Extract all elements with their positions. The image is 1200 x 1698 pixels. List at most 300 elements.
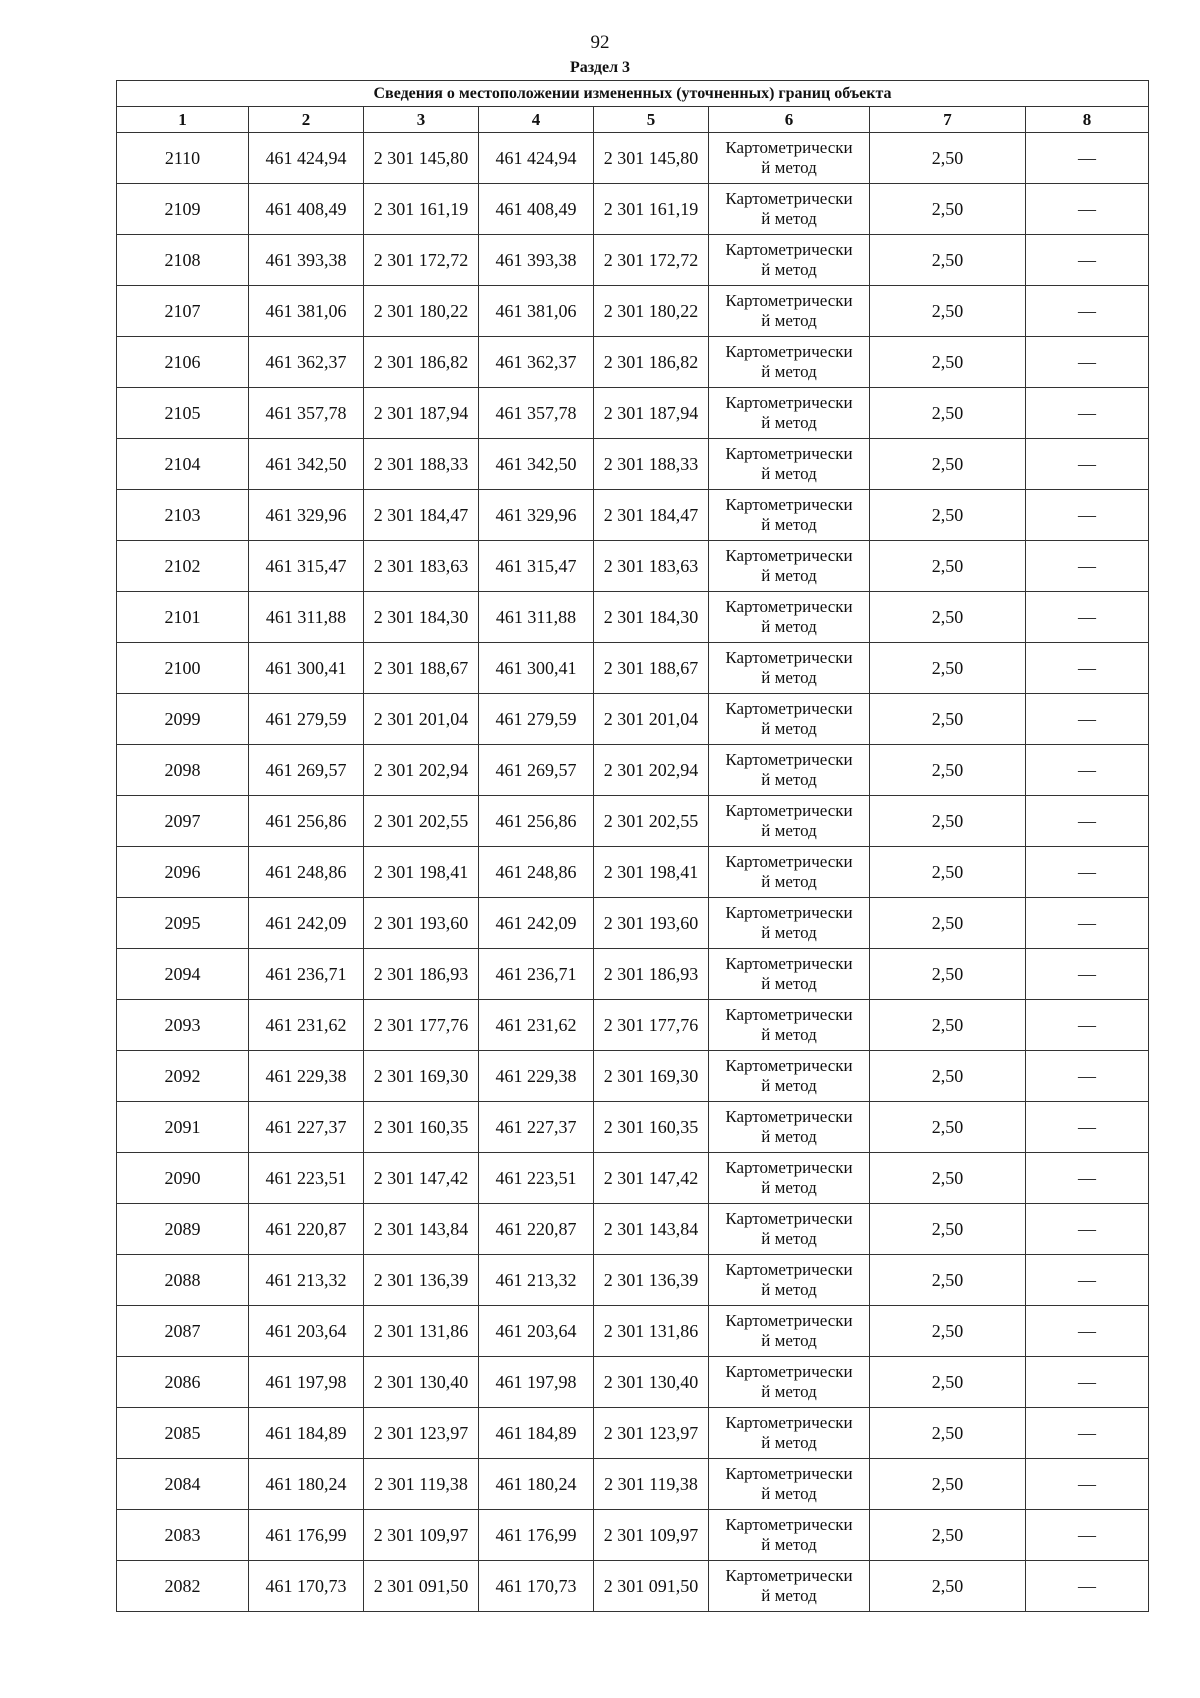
- method-line-1: Картометрически: [725, 1005, 853, 1024]
- method-line-2: й метод: [761, 1178, 817, 1197]
- new-x-cell: 461 180,24: [479, 1459, 594, 1510]
- new-y-cell: 2 301 180,22: [594, 286, 709, 337]
- existing-x-cell: 461 329,96: [249, 490, 364, 541]
- existing-y-cell: 2 301 169,30: [364, 1051, 479, 1102]
- existing-x-cell: 461 256,86: [249, 796, 364, 847]
- new-x-cell: 461 231,62: [479, 1000, 594, 1051]
- accuracy-cell: 2,50: [870, 847, 1026, 898]
- method-cell: [709, 1459, 870, 1510]
- accuracy-cell: 2,50: [870, 1408, 1026, 1459]
- new-y-cell: 2 301 109,97: [594, 1510, 709, 1561]
- method-line-2: й метод: [761, 872, 817, 891]
- existing-y-cell: 2 301 183,63: [364, 541, 479, 592]
- note-cell: —: [1026, 490, 1149, 541]
- new-y-cell: 2 301 177,76: [594, 1000, 709, 1051]
- method-cell: [709, 541, 870, 592]
- method-cell: [709, 388, 870, 439]
- existing-x-cell: 461 408,49: [249, 184, 364, 235]
- column-number: 7: [870, 107, 1026, 133]
- point-number-cell: 2092: [117, 1051, 249, 1102]
- method-line-1: Картометрически: [725, 1209, 853, 1228]
- new-y-cell: 2 301 188,33: [594, 439, 709, 490]
- table-row: [117, 1000, 1149, 1051]
- new-y-cell: 2 301 131,86: [594, 1306, 709, 1357]
- point-number-cell: 2108: [117, 235, 249, 286]
- accuracy-cell: 2,50: [870, 949, 1026, 1000]
- existing-y-cell: 2 301 188,67: [364, 643, 479, 694]
- method-line-2: й метод: [761, 515, 817, 534]
- accuracy-cell: 2,50: [870, 337, 1026, 388]
- accuracy-cell: 2,50: [870, 1306, 1026, 1357]
- existing-y-cell: 2 301 188,33: [364, 439, 479, 490]
- method-cell: [709, 1255, 870, 1306]
- new-x-cell: 461 362,37: [479, 337, 594, 388]
- accuracy-cell: 2,50: [870, 1102, 1026, 1153]
- method-cell: [709, 337, 870, 388]
- note-cell: —: [1026, 286, 1149, 337]
- method-line-1: Картометрически: [725, 444, 853, 463]
- method-line-2: й метод: [761, 668, 817, 687]
- accuracy-cell: 2,50: [870, 796, 1026, 847]
- existing-x-cell: 461 357,78: [249, 388, 364, 439]
- existing-x-cell: 461 424,94: [249, 133, 364, 184]
- column-number: 4: [479, 107, 594, 133]
- existing-y-cell: 2 301 172,72: [364, 235, 479, 286]
- existing-x-cell: 461 180,24: [249, 1459, 364, 1510]
- point-number-cell: 2109: [117, 184, 249, 235]
- existing-x-cell: 461 393,38: [249, 235, 364, 286]
- table-row: [117, 1408, 1149, 1459]
- point-number-cell: 2110: [117, 133, 249, 184]
- point-number-cell: 2088: [117, 1255, 249, 1306]
- method-line-1: Картометрически: [725, 1158, 853, 1177]
- new-x-cell: 461 248,86: [479, 847, 594, 898]
- table-row: [117, 235, 1149, 286]
- method-cell: [709, 1357, 870, 1408]
- method-line-2: й метод: [761, 1229, 817, 1248]
- new-x-cell: 461 342,50: [479, 439, 594, 490]
- new-x-cell: 461 393,38: [479, 235, 594, 286]
- method-line-2: й метод: [761, 770, 817, 789]
- existing-y-cell: 2 301 193,60: [364, 898, 479, 949]
- new-x-cell: 461 223,51: [479, 1153, 594, 1204]
- method-line-1: Картометрически: [725, 903, 853, 922]
- existing-x-cell: 461 229,38: [249, 1051, 364, 1102]
- table-row: [117, 847, 1149, 898]
- new-y-cell: 2 301 130,40: [594, 1357, 709, 1408]
- table-row: [117, 592, 1149, 643]
- point-number-cell: 2104: [117, 439, 249, 490]
- table-row: [117, 694, 1149, 745]
- point-number-cell: 2082: [117, 1561, 249, 1612]
- new-y-cell: 2 301 123,97: [594, 1408, 709, 1459]
- new-x-cell: 461 279,59: [479, 694, 594, 745]
- new-y-cell: 2 301 202,55: [594, 796, 709, 847]
- existing-x-cell: 461 176,99: [249, 1510, 364, 1561]
- existing-x-cell: 461 227,37: [249, 1102, 364, 1153]
- table-row: [117, 1204, 1149, 1255]
- method-cell: [709, 1510, 870, 1561]
- new-y-cell: 2 301 188,67: [594, 643, 709, 694]
- new-x-cell: 461 315,47: [479, 541, 594, 592]
- method-line-2: й метод: [761, 719, 817, 738]
- accuracy-cell: 2,50: [870, 286, 1026, 337]
- point-number-cell: 2107: [117, 286, 249, 337]
- point-number-cell: 2090: [117, 1153, 249, 1204]
- table-body: [117, 133, 1149, 1612]
- method-cell: [709, 1204, 870, 1255]
- existing-y-cell: 2 301 131,86: [364, 1306, 479, 1357]
- existing-x-cell: 461 184,89: [249, 1408, 364, 1459]
- new-y-cell: 2 301 119,38: [594, 1459, 709, 1510]
- table-row: [117, 337, 1149, 388]
- method-line-2: й метод: [761, 1331, 817, 1350]
- page-number: 92: [590, 32, 610, 53]
- table-row: [117, 1510, 1149, 1561]
- note-cell: —: [1026, 694, 1149, 745]
- method-line-2: й метод: [761, 311, 817, 330]
- existing-x-cell: 461 203,64: [249, 1306, 364, 1357]
- new-x-cell: 461 203,64: [479, 1306, 594, 1357]
- accuracy-cell: 2,50: [870, 694, 1026, 745]
- accuracy-cell: 2,50: [870, 541, 1026, 592]
- table-row: [117, 1153, 1149, 1204]
- method-line-1: Картометрически: [725, 189, 853, 208]
- existing-y-cell: 2 301 143,84: [364, 1204, 479, 1255]
- existing-y-cell: 2 301 202,55: [364, 796, 479, 847]
- table-row: [117, 1255, 1149, 1306]
- method-cell: [709, 286, 870, 337]
- existing-y-cell: 2 301 202,94: [364, 745, 479, 796]
- accuracy-cell: 2,50: [870, 439, 1026, 490]
- point-number-cell: 2102: [117, 541, 249, 592]
- new-x-cell: 461 357,78: [479, 388, 594, 439]
- note-cell: —: [1026, 847, 1149, 898]
- accuracy-cell: 2,50: [870, 490, 1026, 541]
- existing-x-cell: 461 213,32: [249, 1255, 364, 1306]
- new-y-cell: 2 301 198,41: [594, 847, 709, 898]
- new-y-cell: 2 301 091,50: [594, 1561, 709, 1612]
- note-cell: —: [1026, 1255, 1149, 1306]
- method-line-2: й метод: [761, 821, 817, 840]
- new-y-cell: 2 301 193,60: [594, 898, 709, 949]
- new-y-cell: 2 301 186,82: [594, 337, 709, 388]
- new-y-cell: 2 301 201,04: [594, 694, 709, 745]
- method-line-1: Картометрически: [725, 1362, 853, 1381]
- method-line-1: Картометрически: [725, 1260, 853, 1279]
- method-cell: [709, 1000, 870, 1051]
- method-line-2: й метод: [761, 362, 817, 381]
- accuracy-cell: 2,50: [870, 184, 1026, 235]
- new-x-cell: 461 197,98: [479, 1357, 594, 1408]
- column-number: 6: [709, 107, 870, 133]
- existing-x-cell: 461 342,50: [249, 439, 364, 490]
- new-x-cell: 461 408,49: [479, 184, 594, 235]
- note-cell: —: [1026, 1102, 1149, 1153]
- method-line-2: й метод: [761, 1076, 817, 1095]
- existing-x-cell: 461 300,41: [249, 643, 364, 694]
- new-y-cell: 2 301 136,39: [594, 1255, 709, 1306]
- method-line-1: Картометрически: [725, 801, 853, 820]
- new-y-cell: 2 301 187,94: [594, 388, 709, 439]
- method-cell: [709, 694, 870, 745]
- method-line-1: Картометрически: [725, 648, 853, 667]
- method-line-1: Картометрически: [725, 393, 853, 412]
- new-x-cell: 461 269,57: [479, 745, 594, 796]
- existing-x-cell: 461 242,09: [249, 898, 364, 949]
- method-line-2: й метод: [761, 1535, 817, 1554]
- accuracy-cell: 2,50: [870, 898, 1026, 949]
- method-cell: [709, 184, 870, 235]
- existing-x-cell: 461 231,62: [249, 1000, 364, 1051]
- existing-y-cell: 2 301 184,30: [364, 592, 479, 643]
- existing-y-cell: 2 301 198,41: [364, 847, 479, 898]
- existing-y-cell: 2 301 186,93: [364, 949, 479, 1000]
- method-cell: [709, 592, 870, 643]
- existing-y-cell: 2 301 136,39: [364, 1255, 479, 1306]
- point-number-cell: 2105: [117, 388, 249, 439]
- table-row: [117, 1357, 1149, 1408]
- method-line-1: Картометрически: [725, 699, 853, 718]
- note-cell: —: [1026, 439, 1149, 490]
- existing-x-cell: 461 220,87: [249, 1204, 364, 1255]
- method-cell: [709, 490, 870, 541]
- method-line-1: Картометрически: [725, 342, 853, 361]
- method-cell: [709, 1102, 870, 1153]
- point-number-cell: 2095: [117, 898, 249, 949]
- note-cell: —: [1026, 1561, 1149, 1612]
- new-x-cell: 461 329,96: [479, 490, 594, 541]
- method-line-2: й метод: [761, 617, 817, 636]
- new-x-cell: 461 300,41: [479, 643, 594, 694]
- method-cell: [709, 1153, 870, 1204]
- column-number: 8: [1026, 107, 1149, 133]
- accuracy-cell: 2,50: [870, 1000, 1026, 1051]
- table-row: [117, 388, 1149, 439]
- accuracy-cell: 2,50: [870, 1510, 1026, 1561]
- table-row: [117, 1102, 1149, 1153]
- point-number-cell: 2094: [117, 949, 249, 1000]
- point-number-cell: 2083: [117, 1510, 249, 1561]
- new-x-cell: 461 227,37: [479, 1102, 594, 1153]
- accuracy-cell: 2,50: [870, 745, 1026, 796]
- new-y-cell: 2 301 186,93: [594, 949, 709, 1000]
- new-y-cell: 2 301 172,72: [594, 235, 709, 286]
- point-number-cell: 2093: [117, 1000, 249, 1051]
- existing-y-cell: 2 301 091,50: [364, 1561, 479, 1612]
- point-number-cell: 2101: [117, 592, 249, 643]
- existing-y-cell: 2 301 184,47: [364, 490, 479, 541]
- point-number-cell: 2097: [117, 796, 249, 847]
- existing-y-cell: 2 301 180,22: [364, 286, 479, 337]
- new-y-cell: 2 301 147,42: [594, 1153, 709, 1204]
- section-title: Раздел 3: [569, 59, 631, 76]
- new-x-cell: 461 176,99: [479, 1510, 594, 1561]
- note-cell: —: [1026, 643, 1149, 694]
- point-number-cell: 2096: [117, 847, 249, 898]
- note-cell: —: [1026, 1510, 1149, 1561]
- method-line-1: Картометрически: [725, 1515, 853, 1534]
- existing-y-cell: 2 301 119,38: [364, 1459, 479, 1510]
- method-cell: [709, 1561, 870, 1612]
- note-cell: —: [1026, 541, 1149, 592]
- accuracy-cell: 2,50: [870, 1459, 1026, 1510]
- new-y-cell: 2 301 184,30: [594, 592, 709, 643]
- note-cell: —: [1026, 235, 1149, 286]
- method-line-2: й метод: [761, 566, 817, 585]
- method-line-1: Картометрически: [725, 138, 853, 157]
- method-line-2: й метод: [761, 1382, 817, 1401]
- method-line-1: Картометрически: [725, 1413, 853, 1432]
- point-number-cell: 2089: [117, 1204, 249, 1255]
- new-x-cell: 461 229,38: [479, 1051, 594, 1102]
- method-line-1: Картометрически: [725, 597, 853, 616]
- method-line-2: й метод: [761, 158, 817, 177]
- note-cell: —: [1026, 1051, 1149, 1102]
- existing-x-cell: 461 269,57: [249, 745, 364, 796]
- note-cell: —: [1026, 1153, 1149, 1204]
- point-number-cell: 2084: [117, 1459, 249, 1510]
- method-line-1: Картометрически: [725, 240, 853, 259]
- new-y-cell: 2 301 145,80: [594, 133, 709, 184]
- point-number-cell: 2100: [117, 643, 249, 694]
- method-line-1: Картометрически: [725, 1566, 853, 1585]
- column-number: 2: [249, 107, 364, 133]
- accuracy-cell: 2,50: [870, 1153, 1026, 1204]
- new-y-cell: 2 301 184,47: [594, 490, 709, 541]
- note-cell: —: [1026, 1357, 1149, 1408]
- new-x-cell: 461 236,71: [479, 949, 594, 1000]
- method-line-2: й метод: [761, 1280, 817, 1299]
- method-cell: [709, 133, 870, 184]
- method-line-2: й метод: [761, 1586, 817, 1605]
- table-row: [117, 1051, 1149, 1102]
- column-number: 5: [594, 107, 709, 133]
- accuracy-cell: 2,50: [870, 1561, 1026, 1612]
- method-cell: [709, 898, 870, 949]
- table-row: [117, 184, 1149, 235]
- method-line-2: й метод: [761, 1025, 817, 1044]
- method-line-2: й метод: [761, 1127, 817, 1146]
- existing-x-cell: 461 197,98: [249, 1357, 364, 1408]
- new-y-cell: 2 301 183,63: [594, 541, 709, 592]
- method-cell: [709, 1051, 870, 1102]
- method-cell: [709, 1408, 870, 1459]
- method-cell: [709, 796, 870, 847]
- existing-y-cell: 2 301 177,76: [364, 1000, 479, 1051]
- method-line-2: й метод: [761, 260, 817, 279]
- method-cell: [709, 439, 870, 490]
- point-number-cell: 2091: [117, 1102, 249, 1153]
- method-line-1: Картометрически: [725, 1056, 853, 1075]
- accuracy-cell: 2,50: [870, 1357, 1026, 1408]
- existing-x-cell: 461 223,51: [249, 1153, 364, 1204]
- existing-y-cell: 2 301 186,82: [364, 337, 479, 388]
- method-line-1: Картометрически: [725, 546, 853, 565]
- existing-x-cell: 461 236,71: [249, 949, 364, 1000]
- note-cell: —: [1026, 1459, 1149, 1510]
- note-cell: —: [1026, 1204, 1149, 1255]
- new-y-cell: 2 301 143,84: [594, 1204, 709, 1255]
- table-row: [117, 898, 1149, 949]
- accuracy-cell: 2,50: [870, 592, 1026, 643]
- existing-x-cell: 461 170,73: [249, 1561, 364, 1612]
- new-x-cell: 461 242,09: [479, 898, 594, 949]
- point-number-cell: 2098: [117, 745, 249, 796]
- existing-y-cell: 2 301 187,94: [364, 388, 479, 439]
- note-cell: —: [1026, 388, 1149, 439]
- existing-x-cell: 461 362,37: [249, 337, 364, 388]
- new-x-cell: 461 311,88: [479, 592, 594, 643]
- method-line-2: й метод: [761, 1433, 817, 1452]
- method-line-1: Картометрически: [725, 1464, 853, 1483]
- note-cell: —: [1026, 184, 1149, 235]
- method-line-2: й метод: [761, 923, 817, 942]
- point-number-cell: 2103: [117, 490, 249, 541]
- existing-y-cell: 2 301 109,97: [364, 1510, 479, 1561]
- note-cell: —: [1026, 1408, 1149, 1459]
- existing-y-cell: 2 301 160,35: [364, 1102, 479, 1153]
- existing-x-cell: 461 315,47: [249, 541, 364, 592]
- column-number: 1: [117, 107, 249, 133]
- existing-y-cell: 2 301 147,42: [364, 1153, 479, 1204]
- method-line-2: й метод: [761, 209, 817, 228]
- point-number-cell: 2087: [117, 1306, 249, 1357]
- new-y-cell: 2 301 160,35: [594, 1102, 709, 1153]
- note-cell: —: [1026, 337, 1149, 388]
- table-row: [117, 133, 1149, 184]
- column-number: 3: [364, 107, 479, 133]
- method-cell: [709, 847, 870, 898]
- existing-x-cell: 461 311,88: [249, 592, 364, 643]
- new-y-cell: 2 301 161,19: [594, 184, 709, 235]
- accuracy-cell: 2,50: [870, 133, 1026, 184]
- point-number-cell: 2085: [117, 1408, 249, 1459]
- note-cell: —: [1026, 745, 1149, 796]
- column-number-row: [117, 107, 1149, 133]
- new-x-cell: 461 381,06: [479, 286, 594, 337]
- method-line-2: й метод: [761, 464, 817, 483]
- method-line-1: Картометрически: [725, 291, 853, 310]
- new-y-cell: 2 301 169,30: [594, 1051, 709, 1102]
- note-cell: —: [1026, 1000, 1149, 1051]
- existing-y-cell: 2 301 201,04: [364, 694, 479, 745]
- method-line-2: й метод: [761, 413, 817, 432]
- table-row: [117, 541, 1149, 592]
- existing-x-cell: 461 279,59: [249, 694, 364, 745]
- method-cell: [709, 643, 870, 694]
- method-line-1: Картометрически: [725, 1107, 853, 1126]
- table-row: [117, 796, 1149, 847]
- coordinates-table: [116, 80, 1149, 1612]
- accuracy-cell: 2,50: [870, 235, 1026, 286]
- existing-y-cell: 2 301 145,80: [364, 133, 479, 184]
- note-cell: —: [1026, 592, 1149, 643]
- new-x-cell: 461 256,86: [479, 796, 594, 847]
- method-line-1: Картометрически: [725, 750, 853, 769]
- method-line-1: Картометрически: [725, 852, 853, 871]
- point-number-cell: 2086: [117, 1357, 249, 1408]
- note-cell: —: [1026, 898, 1149, 949]
- existing-x-cell: 461 248,86: [249, 847, 364, 898]
- method-line-1: Картометрически: [725, 495, 853, 514]
- method-cell: [709, 1306, 870, 1357]
- new-x-cell: 461 170,73: [479, 1561, 594, 1612]
- method-cell: [709, 745, 870, 796]
- method-line-1: Картометрически: [725, 1311, 853, 1330]
- note-cell: —: [1026, 133, 1149, 184]
- accuracy-cell: 2,50: [870, 1255, 1026, 1306]
